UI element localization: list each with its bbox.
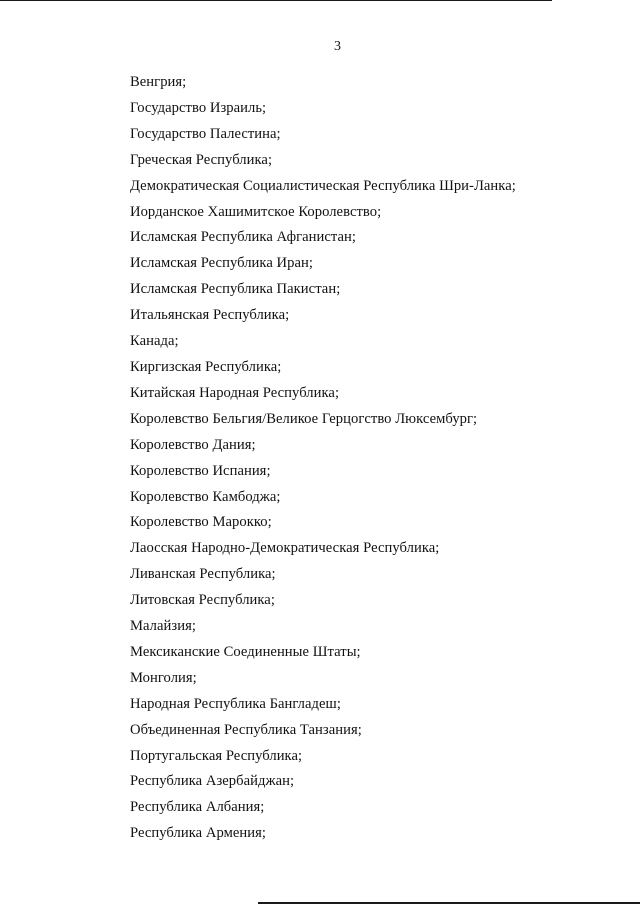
list-item: Королевство Камбоджа; bbox=[130, 488, 281, 505]
scan-edge-bottom bbox=[258, 902, 640, 904]
list-item: Республика Азербайджан; bbox=[130, 773, 295, 790]
list-item: Венгрия; bbox=[130, 74, 187, 90]
list-item: Иорданское Хашимитское Королевство; bbox=[130, 203, 382, 220]
list-item: Малайзия; bbox=[130, 618, 196, 635]
list-item: Демократическая Социалистическая Республика Шри-Ланка; bbox=[130, 177, 516, 194]
list-item: Киргизская Республика; bbox=[130, 358, 282, 375]
list-item: Канада; bbox=[130, 333, 179, 350]
list-item: Лаосская Народно-Демократическая Республика; bbox=[130, 540, 440, 557]
list-item: Монголия; bbox=[130, 669, 197, 686]
list-item: Республика Армения; bbox=[130, 825, 266, 842]
list-item: Литовская Республика; bbox=[130, 592, 275, 609]
list-item: Исламская Республика Иран; bbox=[130, 255, 313, 272]
country-list bbox=[130, 70, 516, 847]
list-item: Китайская Народная Республика; bbox=[130, 384, 340, 401]
list-item: Объединенная Республика Танзания; bbox=[130, 721, 362, 738]
list-item: Народная Республика Бангладеш; bbox=[130, 695, 341, 712]
page-number: 3 bbox=[334, 39, 341, 54]
list-item: Итальянская Республика; bbox=[130, 307, 290, 324]
list-item: Королевство Бельгия/Великое Герцогство Люксембург; bbox=[130, 410, 478, 427]
list-item: Греческая Республика; bbox=[130, 151, 273, 168]
list-item: Республика Албания; bbox=[130, 799, 265, 816]
list-item: Ливанская Республика; bbox=[130, 566, 276, 583]
list-item: Королевство Марокко; bbox=[130, 514, 272, 531]
list-item: Королевство Испания; bbox=[130, 462, 271, 479]
scan-edge-top bbox=[0, 0, 552, 1]
list-item: Португальская Республика; bbox=[130, 747, 303, 764]
list-item: Мексиканские Соединенные Штаты; bbox=[130, 643, 361, 660]
list-item: Исламская Республика Пакистан; bbox=[130, 281, 341, 298]
list-item: Государство Палестина; bbox=[130, 125, 281, 142]
list-item: Королевство Дания; bbox=[130, 436, 256, 453]
list-item: Государство Израиль; bbox=[130, 99, 267, 116]
list-item: Исламская Республика Афганистан; bbox=[130, 229, 356, 246]
